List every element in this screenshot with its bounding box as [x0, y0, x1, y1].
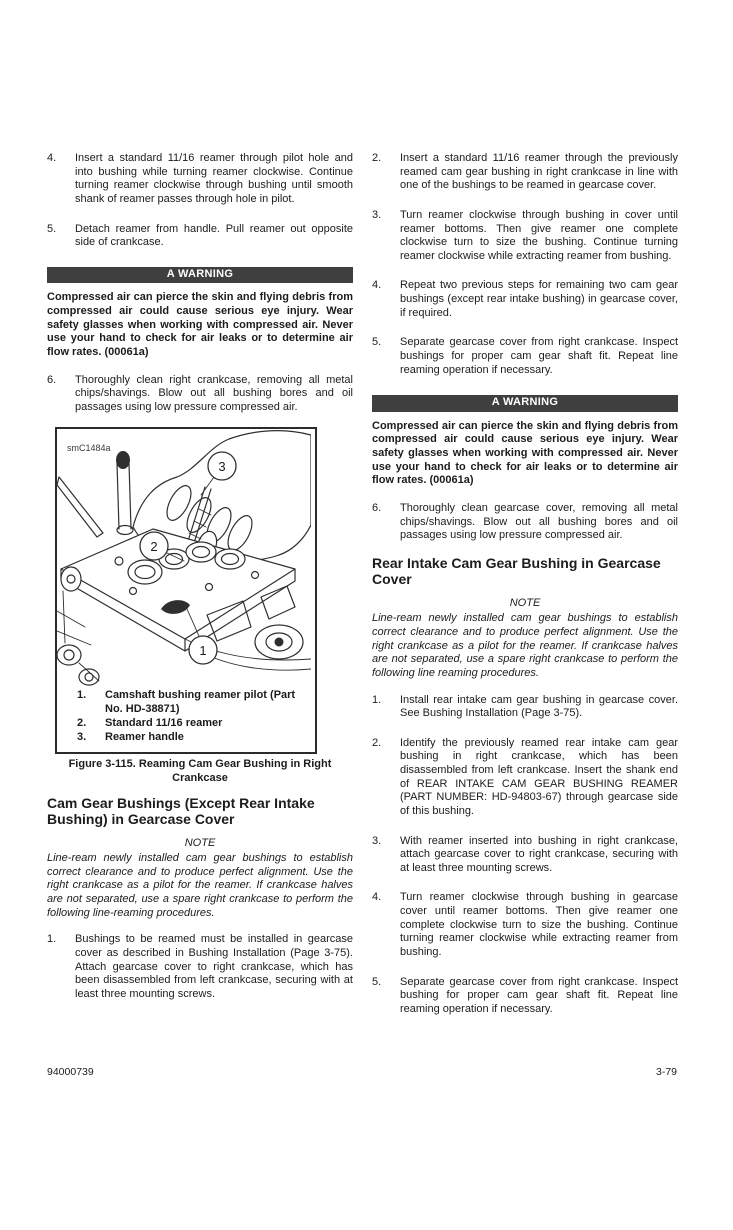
- warning-text: Compressed air can pierce the skin and flying debris from compressed air could cause serious eye injury. Wear safety glasses when working with compressed air. Never use your hand to check for air leaks or to determine air flow rates. (00061a): [47, 291, 353, 358]
- step-number: 3.: [372, 208, 382, 221]
- legend-item: [57, 689, 309, 717]
- numbered-step: [372, 835, 678, 876]
- step-number: 6.: [47, 373, 57, 386]
- callout-2-number: 2: [150, 539, 158, 555]
- step-text: Insert a standard 11/16 reamer through the previously reamed cam gear bushing in right crankcase in line with one of the bushings to be reamed in gearcase cover.: [400, 152, 678, 192]
- step-text: Repeat two previous steps for remaining two cam gear bushings (except rear intake bushing) in gearcase cover, if required.: [400, 279, 678, 319]
- numbered-step: [47, 933, 353, 1001]
- figure-caption: Figure 3-115. Reaming Cam Gear Bushing in Right Crankcase: [68, 758, 332, 784]
- note-text: Line-ream newly installed cam gear bushings to establish correct clearance and to produce perfect alignment. Use the right crankcase as a pilot for the reamer. If crankcase halves are not separated, use a spare right crankcase to perform the following line reaming procedures.: [372, 612, 678, 679]
- numbered-step: [47, 374, 353, 415]
- legend-number: 3.: [77, 731, 87, 744]
- step-text: Install rear intake cam gear bushing in gearcase cover. See Bushing Installation (Page 3-75).: [400, 693, 678, 720]
- note-label: NOTE: [509, 596, 541, 609]
- numbered-step: [372, 279, 678, 320]
- warning-text: Compressed air can pierce the skin and flying debris from compressed air could cause serious eye injury. Wear safety glasses when working with compressed air. Never use your hand to check for air leaks or to determine air flow rates. (00061a): [372, 419, 678, 487]
- warning-banner: A WARNING: [47, 267, 353, 284]
- step-number: 4.: [372, 891, 382, 904]
- footer-doc-number: 94000739: [47, 1066, 94, 1078]
- warning-banner: A WARNING: [372, 395, 678, 412]
- numbered-step: [372, 336, 678, 377]
- legend-number: 2.: [77, 717, 87, 730]
- step-text: Identify the previously reamed rear intake cam gear bushing in right crankcase, which has been disassembled from left crankcase. Insert the shank end of REAR INTAKE CAM GEAR BUSHING REAMER (PART NUMBER: HD-94803-67) through gearcase side of this bushing.: [400, 736, 678, 817]
- note-label: NOTE: [184, 836, 216, 849]
- numbered-step: [372, 209, 678, 264]
- step-text: Insert a standard 11/16 reamer through pilot hole and into bushing while turning reamer clockwise. Continue turning reamer clockwise through bushing until smooth shank of reamer passes through hole in pilot.: [75, 152, 353, 205]
- callout-3-number: 3: [218, 459, 226, 475]
- legend-text: Standard 11/16 reamer: [105, 717, 223, 730]
- legend-text: Reamer handle: [105, 731, 184, 744]
- step-text: With reamer inserted into bushing in right crankcase, attach gearcase cover to right crankcase, securing with at least three mounting screws.: [400, 834, 678, 874]
- step-number: 4.: [47, 152, 57, 164]
- figure-legend: [57, 687, 315, 752]
- step-number: 5.: [47, 222, 57, 235]
- step-text: Separate gearcase cover from right crankcase. Inspect bushings for proper cam gear shaft fit. Repeat line reaming operation if necessary.: [400, 336, 678, 376]
- step-number: 5.: [372, 975, 382, 988]
- step-text: Separate gearcase cover from right crankcase. Inspect bushing for proper cam gear shaft fit. Repeat line reaming operation if necessary.: [400, 975, 678, 1015]
- numbered-step: [47, 223, 353, 250]
- left-column: [47, 152, 353, 1017]
- figure-code-label: smC1484a: [67, 443, 111, 454]
- step-text: Turn reamer clockwise through bushing in gearcase cover until reamer bottoms. Then give reamer one complete clockwise turn to size the bushing. Continue turning reamer clockwise while extracting reamer from bushing.: [400, 891, 678, 958]
- step-number: 2.: [372, 152, 382, 164]
- numbered-step: [372, 737, 678, 819]
- step-number: 1.: [372, 693, 382, 706]
- step-text: Bushings to be reamed must be installed in gearcase cover as described in Bushing Installation (Page 3-75). Attach gearcase cover to right crankcase, which has been disassembled from left crankcase, securing with at least three mounting screws.: [75, 933, 353, 1000]
- legend-item: [57, 731, 309, 745]
- numbered-step: [372, 976, 678, 1017]
- numbered-step: [372, 694, 678, 721]
- legend-text: Camshaft bushing reamer pilot (Part No. HD-38871): [105, 689, 296, 716]
- reaming-illustration: [57, 429, 311, 687]
- step-number: 4.: [372, 279, 382, 292]
- step-number: 6.: [372, 501, 382, 514]
- figure-3-115: [55, 427, 317, 754]
- step-number: 3.: [372, 834, 382, 847]
- step-text: Detach reamer from handle. Pull reamer out opposite side of crankcase.: [75, 222, 353, 249]
- numbered-step: [372, 152, 678, 193]
- right-column: [372, 152, 678, 1032]
- numbered-step: [372, 891, 678, 959]
- step-number: 2.: [372, 736, 382, 749]
- footer-page-number: 3-79: [655, 1066, 677, 1078]
- section-heading-cam-gear-bushings: Cam Gear Bushings (Except Rear Intake Bushing) in Gearcase Cover: [47, 794, 315, 828]
- legend-number: 1.: [77, 689, 87, 702]
- numbered-step: [372, 502, 678, 543]
- step-text: Thoroughly clean right crankcase, removing all metal chips/shavings. Blow out all bushing bores and oil passages using low pressure compressed air.: [75, 373, 353, 413]
- step-text: Turn reamer clockwise through bushing in cover until reamer bottoms. Then give reamer one complete clockwise turn to size the bushing. Continue turning reamer clockwise while extracting reamer from bushing.: [400, 208, 678, 262]
- section-heading-rear-intake: Rear Intake Cam Gear Bushing in Gearcase Cover: [372, 554, 661, 588]
- step-number: 1.: [47, 933, 57, 946]
- numbered-step: [47, 152, 353, 207]
- step-number: 5.: [372, 336, 382, 349]
- note-text: Line-ream newly installed cam gear bushings to establish correct clearance and to produce perfect alignment. Use the right crankcase as a pilot for the reamer. If crankcase halves are not separated, use a spare right crankcase to perform the following line-reaming procedures.: [47, 852, 353, 919]
- step-text: Thoroughly clean gearcase cover, removing all metal chips/shavings. Blow out all bushing bores and oil passages using low pressure compressed air.: [400, 501, 678, 542]
- legend-item: [57, 717, 309, 731]
- callout-1-number: 1: [199, 643, 207, 659]
